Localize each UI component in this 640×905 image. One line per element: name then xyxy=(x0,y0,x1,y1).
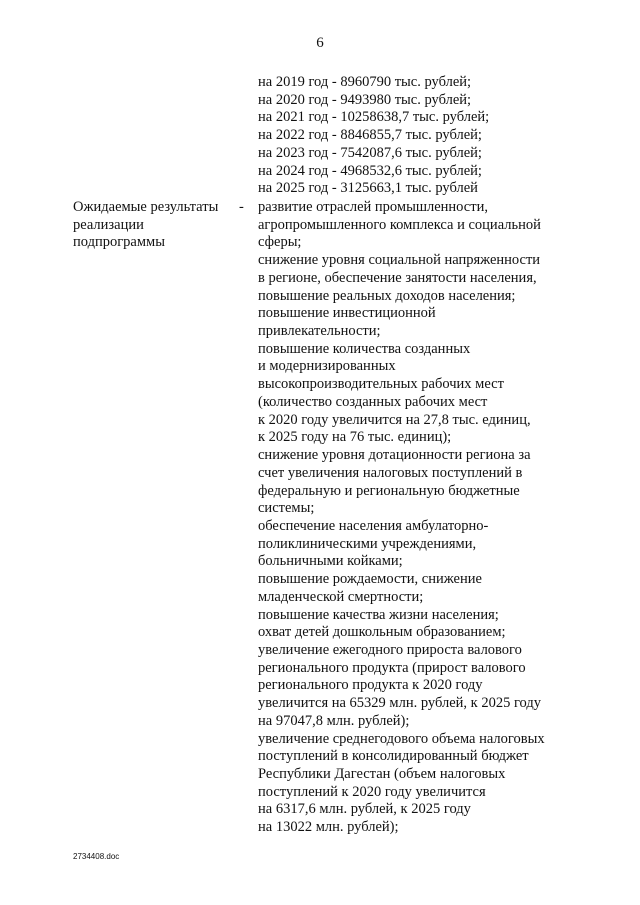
result-line: Республики Дагестан (объем налоговых xyxy=(258,766,506,782)
result-line: и модернизированных xyxy=(258,358,396,375)
result-line: обеспечение населения амбулаторно- xyxy=(258,517,489,534)
result-line: привлекательности; xyxy=(258,323,381,340)
result-line: развитие отраслей промышленности, xyxy=(258,199,488,215)
result-line: повышение качества жизни населения; xyxy=(258,606,499,623)
result-line: агропромышленного комплекса и социальной xyxy=(258,216,541,233)
result-line: на 6317,6 млн. рублей, к 2025 году xyxy=(258,801,471,818)
result-line: регионального продукта (прирост валового xyxy=(258,659,526,676)
result-line: больничными койками; xyxy=(258,553,403,570)
result-line: младенческой смертности; xyxy=(258,588,424,605)
funding-list xyxy=(258,74,598,198)
result-line: повышение количества созданных xyxy=(258,340,471,357)
result-line: снижение уровня социальной напряженности xyxy=(258,252,541,269)
result-line: охват детей дошкольным образованием; xyxy=(258,624,506,641)
result-line: к 2025 году на 76 тыс. единиц); xyxy=(258,429,452,446)
result-line: (количество созданных рабочих мест xyxy=(258,393,488,410)
funding-line: на 2019 год - 8960790 тыс. рублей; xyxy=(258,74,472,90)
result-line: повышение реальных доходов населения; xyxy=(258,287,516,304)
funding-line: на 2023 год - 7542087,6 тыс. рублей; xyxy=(258,144,482,161)
label-dash: - xyxy=(239,199,244,215)
funding-line: на 2020 год - 9493980 тыс. рублей; xyxy=(258,91,472,108)
results-section-label xyxy=(73,199,243,252)
funding-line: на 2024 год - 4968532,6 тыс. рублей; xyxy=(258,162,482,179)
page-number: 6 xyxy=(316,35,324,51)
footer-document-code: 2734408.doc xyxy=(73,852,120,861)
result-line: системы; xyxy=(258,500,315,517)
result-line: увеличится на 65329 млн. рублей, к 2025 году xyxy=(258,695,542,712)
label-line: подпрограммы xyxy=(73,234,165,251)
result-line: в регионе, обеспечение занятости населения, xyxy=(258,269,537,286)
result-line: регионального продукта к 2020 году xyxy=(258,677,483,694)
label-line: Ожидаемые результаты xyxy=(73,199,219,215)
result-line: высокопроизводительных рабочих мест xyxy=(258,376,504,393)
funding-line: на 2025 год - 3125663,1 тыс. рублей xyxy=(258,180,478,197)
result-line: увеличение среднегодового объема налоговых xyxy=(258,730,545,747)
result-line: поликлиническими учреждениями, xyxy=(258,535,477,552)
result-line: увеличение ежегодного прироста валового xyxy=(258,641,522,658)
result-line: к 2020 году увеличится на 27,8 тыс. единиц, xyxy=(258,411,531,428)
result-line: повышение инвестиционной xyxy=(258,305,436,322)
result-line: поступлений в консолидированный бюджет xyxy=(258,748,529,765)
result-line: снижение уровня дотационности региона за xyxy=(258,447,531,464)
result-line: сферы; xyxy=(258,234,302,251)
results-list xyxy=(258,199,598,837)
result-line: федеральную и региональную бюджетные xyxy=(258,482,520,499)
label-line: реализации xyxy=(73,216,144,233)
result-line: повышение рождаемости, снижение xyxy=(258,571,482,588)
result-line: поступлений к 2020 году увеличится xyxy=(258,783,486,800)
result-line: на 97047,8 млн. рублей); xyxy=(258,712,410,729)
result-line: счет увеличения налоговых поступлений в xyxy=(258,464,523,481)
funding-line: на 2022 год - 8846855,7 тыс. рублей; xyxy=(258,127,482,144)
funding-line: на 2021 год - 10258638,7 тыс. рублей; xyxy=(258,109,490,126)
result-line: на 13022 млн. рублей); xyxy=(258,819,399,836)
